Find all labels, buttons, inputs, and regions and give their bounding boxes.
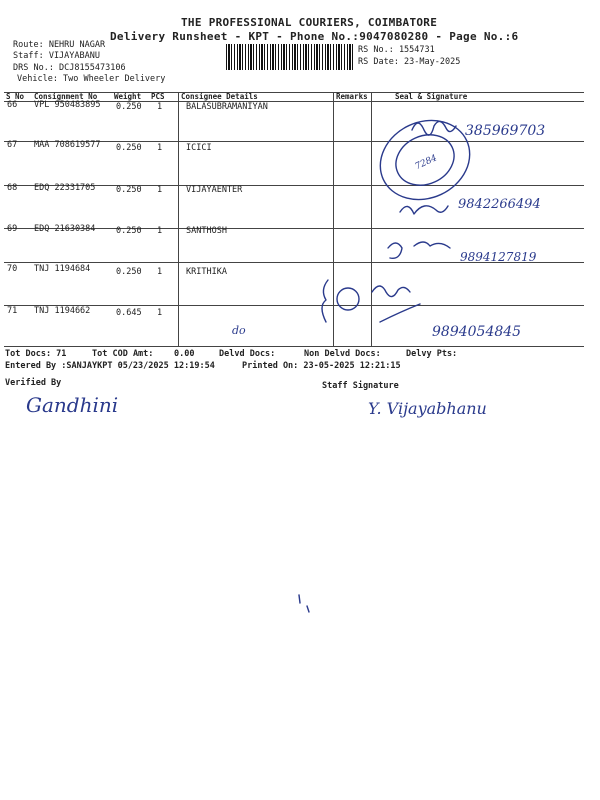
scan-speck (307, 606, 309, 612)
cell-weight: 0.250 (116, 267, 142, 277)
total-docs: Tot Docs: 71 (5, 349, 67, 359)
cell-pcs: 1 (157, 102, 163, 112)
total-cod-label: Tot COD Amt: (92, 349, 154, 359)
verified-signature: Gandhini (26, 393, 119, 417)
handwritten-phone: 385969703 (465, 123, 546, 139)
cell-consignee: BALASUBRAMANIYAN (186, 102, 268, 112)
printed-on: Printed On: 23-05-2025 12:21:15 (242, 361, 401, 371)
cell-consignment: EDQ 21630384 (34, 224, 96, 234)
cell-consignment: VPL 950483895 (34, 100, 101, 110)
delivery-points: Delvy Pts: (406, 349, 458, 359)
cell-sno: 66 (7, 100, 18, 110)
cell-consignee: ICICI (186, 143, 212, 153)
rs-date: RS Date: 23-May-2025 (358, 57, 461, 67)
total-cod-value: 0.00 (174, 349, 195, 359)
cell-weight: 0.250 (116, 226, 142, 236)
cell-pcs: 1 (157, 226, 163, 236)
cell-pcs: 1 (157, 185, 163, 195)
page-title: THE PROFESSIONAL COURIERS, COIMBATORE (181, 16, 438, 29)
col-header-remarks: Remarks (336, 92, 368, 101)
col-header-sno: S No (6, 92, 25, 101)
cell-weight: 0.250 (116, 143, 142, 153)
cell-pcs: 1 (157, 308, 163, 318)
cell-sno: 71 (7, 306, 18, 316)
cell-pcs: 1 (157, 267, 163, 277)
cell-consignment: TNJ 1194684 (34, 264, 91, 274)
scan-speck (299, 595, 300, 603)
handwritten-phone: 9842266494 (458, 197, 541, 212)
cell-sno: 70 (7, 264, 18, 274)
signature-scribble (400, 206, 448, 214)
signature-scribble (372, 286, 420, 322)
route-label: Route: NEHRU NAGAR (13, 40, 106, 50)
vehicle-label: Vehicle: Two Wheeler Delivery (17, 74, 166, 84)
stamp-number: 7284 (413, 153, 439, 173)
col-header-seal: Seal & Signature (395, 92, 468, 101)
col-header-pcs: PCS (151, 92, 165, 101)
cell-weight: 0.250 (116, 102, 142, 112)
cell-pcs: 1 (157, 143, 163, 153)
cell-sno: 69 (7, 224, 18, 234)
cell-consignee: KRITHIKA (186, 267, 227, 277)
col-header-consignment: Consignment No (34, 92, 98, 101)
verified-by-label: Verified By (5, 378, 62, 388)
entered-by: Entered By :SANJAYKPT 05/23/2025 12:19:54 (5, 361, 215, 371)
rs-number: RS No.: 1554731 (358, 45, 435, 55)
page-subtitle: Delivery Runsheet - KPT - Phone No.:9047080280 - Page No.:6 (110, 30, 519, 43)
cell-sno: 67 (7, 140, 18, 150)
staff-signature-ink: Y. Vijayabhanu (368, 399, 487, 418)
cell-consignee: SANTHOSH (186, 226, 227, 236)
handwritten-ditto: do (232, 324, 246, 337)
circled-mark (337, 288, 359, 310)
cell-consignment: EDQ 22331705 (34, 183, 96, 193)
col-header-weight: Weight (114, 92, 142, 101)
staff-label: Staff: VIJAYABANU (13, 51, 100, 61)
drs-number: DRS No.: DCJ8155473106 (13, 63, 126, 73)
bracket-mark (322, 280, 328, 322)
cell-consignment: TNJ 1194662 (34, 306, 91, 316)
cell-weight: 0.250 (116, 185, 142, 195)
cell-consignment: MAA 708619577 (34, 140, 101, 150)
col-header-consignee: Consignee Details (181, 92, 258, 101)
non-delivered-docs: Non Delvd Docs: (304, 349, 381, 359)
cell-weight: 0.645 (116, 308, 142, 318)
handwritten-phone: 9894054845 (432, 324, 522, 340)
handwritten-phone: 9894127819 (460, 250, 537, 264)
cell-consignee: VIJAYAENTER (186, 185, 243, 195)
delivered-docs: Delvd Docs: (219, 349, 276, 359)
cell-sno: 68 (7, 183, 18, 193)
staff-signature-label: Staff Signature (322, 381, 399, 391)
signature-scribble (388, 242, 450, 258)
